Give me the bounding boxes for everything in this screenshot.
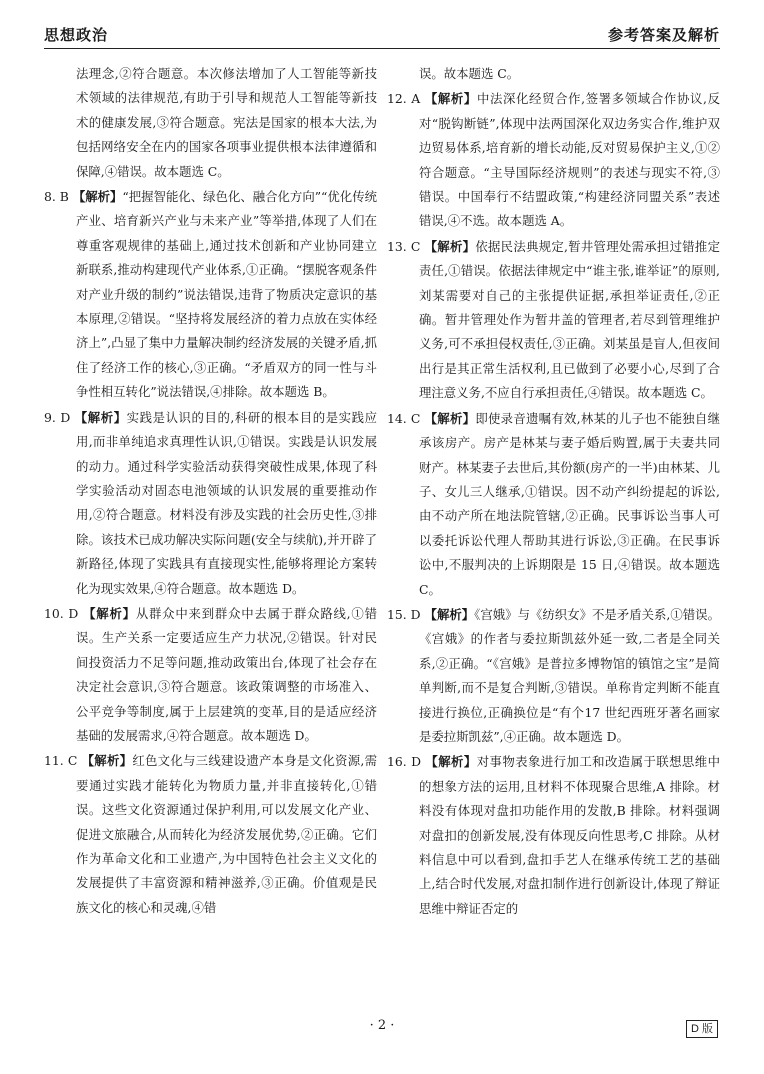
continued-text <box>44 62 377 184</box>
answer-text: 从群众中来到群众中去属于群众路线,①错误。生产关系一定要适应生产力状况,②错误。针对民间投资活力不足等问题,推动政策出台,体现了社会存在决定社会意识,③符合题意。该政策调整的市场准入、公平竞争等制度,属于上层建筑的变革,目的是适应经济基础的发展需求,④符合题意。故本题选 D。 <box>76 605 377 743</box>
analysis-tag: 【解析】 <box>424 91 477 107</box>
subject-title: 思想政治 <box>44 26 109 44</box>
answer-text: 中法深化经贸合作,签署多领域合作协议,反对“脱钩断链”,体现中法两国深化双边务实合作,维护双边贸易体系,培育新的增长动能,反对贸易保护主义,①②符合题意。“主导国际经济规则”的表述与现实不符,③错误。中国奉行不结盟政策,“构建经济同盟关系”表述错误,④不选。故本题选 A。 <box>419 91 720 229</box>
answer-columns <box>44 62 720 1012</box>
analysis-tag: 【解析】 <box>424 606 475 622</box>
answer-text: 对事物表象进行加工和改造属于联想思维中的想象方法的运用,且材料不体现聚合思维,A 排除。材料没有体现对盘扣功能作用的发散,B 排除。材料强调对盘扣的创新发展,没有体现反向性思考,C 排除。从材料信息中可以看到,盘扣手艺人在继承传统工艺的基础上,结合时代发展,对盘扣制作进行创新设计,体现了辩证思维中辩证否定的 <box>419 754 720 916</box>
question-number: 10. D <box>44 605 79 621</box>
answer-text: 实践是认识的目的,科研的根本目的是实践应用,而非单纯追求真理性认识,①错误。实践是认识发展的动力。通过科学实验活动获得突破性成果,体现了科学实验活动对固态电池领域的认识发展的重要推动作用,②符合题意。材料没有涉及实践的社会历史性,③排除。该技术已成功解决实际问题(安全与续航),并开辟了新路径,体现了实践具有直接现实性,能够将理论方案转化为现实效果,④符合题意。故本题选 D。 <box>76 409 377 596</box>
answer-item <box>44 749 377 920</box>
question-number: 14. C <box>387 410 421 426</box>
analysis-tag: 【解析】 <box>74 409 127 425</box>
question-number: 13. C <box>387 238 421 254</box>
answer-text: “把握智能化、绿色化、融合化方向”“优化传统产业、培育新兴产业与未来产业”等举措,体现了人们在尊重客观规律的基础上,通过技术创新和产业协同建立新联系,推动构建现代产业体系,①正确。“摆脱客观条件对产业升级的制约”说法错误,违背了物质决定意识的基本原理,②错误。“坚持将发展经济的着力点放在实体经济上”,凸显了集中力量解决制约经济发展的关键矛盾,抓住了经济工作的核心,③正确。“矛盾双方的同一性与斗争性相互转化”说法错误,④排除。故本题选 B。 <box>76 189 377 400</box>
section-title: 参考答案及解析 <box>607 26 720 44</box>
analysis-tag: 【解析】 <box>81 753 133 769</box>
answer-item <box>387 407 720 602</box>
analysis-tag: 【解析】 <box>425 754 477 770</box>
page-header <box>44 22 720 49</box>
question-number: 12. A <box>387 91 421 107</box>
question-number: 11. C <box>44 753 78 769</box>
answer-text: 《宫娥》与《纺织女》不是矛盾关系,①错误。《宫娥》的作者与委拉斯凯兹外延一致,二者是全同关系,②正确。“《宫娥》是普拉多博物馆的镇馆之宝”是简单判断,而不是复合判断,③错误。单称肯定判断不能直接进行换位,正确换位是“有个17 世纪西班牙著名画家是委拉斯凯兹”,④正确。故本题选 D。 <box>419 606 720 744</box>
answer-text: 误。故本题选 C。 <box>419 66 520 81</box>
analysis-tag: 【解析】 <box>72 189 123 205</box>
left-column <box>44 62 377 1012</box>
continued-text <box>387 62 720 86</box>
question-number: 15. D <box>387 606 421 622</box>
answer-item <box>387 87 720 233</box>
answer-item <box>44 602 377 748</box>
edition-badge: D 版 <box>686 1020 718 1038</box>
analysis-tag: 【解析】 <box>83 605 136 621</box>
answer-item <box>387 235 720 406</box>
right-column <box>387 62 720 1012</box>
analysis-tag: 【解析】 <box>424 410 476 426</box>
question-number: 16. D <box>387 754 422 770</box>
answer-text: 红色文化与三线建设遗产本身是文化资源,需要通过实践才能转化为物质力量,并非直接转化,①错误。这些文化资源通过保护利用,可以发展文化产业、促进文旅融合,从而转化为经济发展优势,②正确。它们作为革命文化和工业遗产,为中国特色社会主义文化的发展提供了丰富资源和精神滋养,③正确。价值观是民族文化的核心和灵魂,④错 <box>76 753 377 915</box>
answer-text: 依据民法典规定,暂井管理处需承担过错推定责任,①错误。依据法律规定中“谁主张,谁举证”的原则,刘某需要对自己的主张提供证据,承担举证责任,②正确。暂井管理处作为暂井盖的管理者,若尽到管理维护义务,可不承担侵权责任,③正确。刘某虽是盲人,但夜间出行是其正常生活权利,且已做到了必要小心,尽到了合理注意义务,不应自行承担责任,④错误。故本题选 C。 <box>419 238 720 401</box>
analysis-tag: 【解析】 <box>424 238 476 254</box>
answer-text: 即使录音遗嘱有效,林某的儿子也不能独自继承该房产。房产是林某与妻子婚后购置,属于夫妻共同财产。林某妻子去世后,其份额(房产的一半)由林某、儿子、女儿三人继承,①错误。因不动产纠纷提起的诉讼,由不动产所在地法院管辖,②正确。民事诉讼当事人可以委托诉讼代理人帮助其进行诉讼,③正确。在民事诉讼中,不服判决的上诉期限是 15 日,④错误。故本题选 C。 <box>419 410 720 597</box>
question-number: 8. B <box>44 189 69 205</box>
answer-text: 法理念,②符合题意。本次修法增加了人工智能等新技术领域的法律规范,有助于引导和规范人工智能等新技术的健康发展,③符合题意。宪法是国家的根本大法,为包括网络安全在内的国家各项事业提供根本法律遵循和保障,④错误。故本题选 C。 <box>76 66 377 179</box>
question-number: 9. D <box>44 409 71 425</box>
page-number: · 2 · <box>369 1018 395 1033</box>
answer-item <box>387 750 720 921</box>
answer-item <box>44 185 377 405</box>
answer-item <box>387 603 720 749</box>
answer-item <box>44 406 377 601</box>
